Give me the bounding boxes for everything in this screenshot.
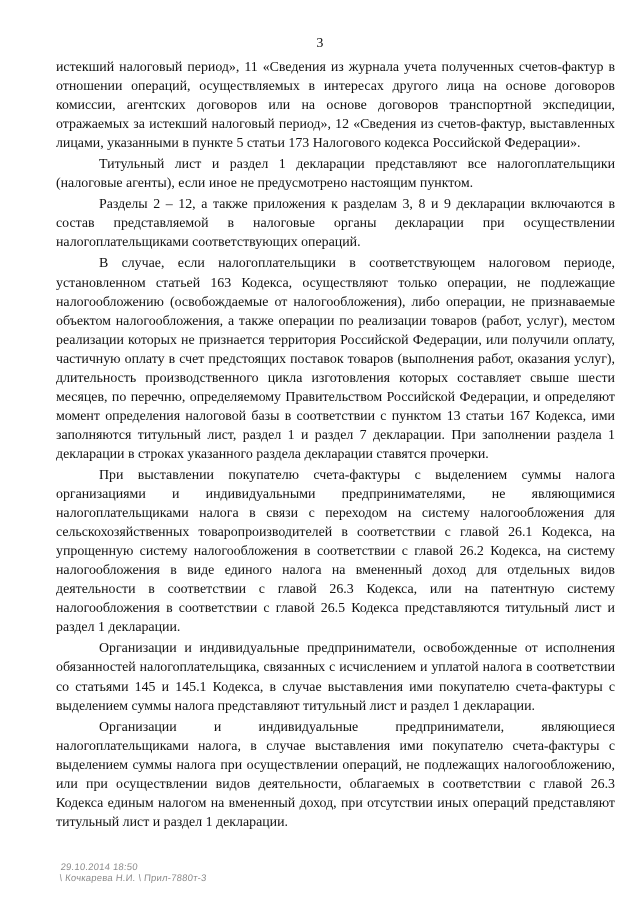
footer-date: 29.10.2014 18:50 xyxy=(60,862,139,873)
paragraph-exempted-taxpayers: Организации и индивидуальные предприниматели, освобожденные от исполнения обязанностей налогоплательщика, связанных с исчислением и уплатой налога в соответствии со статьями 145 и 145.1 Кодекса, в случае выставления ими покупателю счета-фактуры с выделением суммы налога представляют титульный лист и раздел 1 декларации. xyxy=(56,641,615,714)
footer-stamp xyxy=(59,862,208,884)
paragraph-taxpayers-invoice: Организации и индивидуальные предприниматели, являющиеся налогоплательщиками налога, в случае выставления ими покупателю счета-фактуры с выделением суммы налога при осуществлении операций, не подлежащих налогообложению, или при осуществлении видов деятельности, облагаемых в соответствии с главой 26.3 Кодекса единым налогом на вмененный доход, при отсутствии иных операций представляют титульный лист и раздел 1 декларации. xyxy=(56,719,615,830)
paragraph-sections: Разделы 2 – 12, а также приложения к разделам 3, 8 и 9 декларации включаются в состав представляемой в налоговые органы декларации при осуществлении налогоплательщиками соответствующих операций. xyxy=(56,197,615,251)
page-number: 3 xyxy=(316,36,324,51)
paragraph-invoice-non-payers: При выставлении покупателю счета-фактуры с выделением суммы налога организациями и индивидуальными предпринимателями, не являющимися налогоплательщиками налога в связи с переходом на систему налогообложения для сельскохозяйственных товаропроизводителей в соответствии с главой 26.1 Кодекса, на упрощенную систему налогообложения в соответствии с главой 26.2 Кодекса, на систему налогообложения в виде единого налога на вмененный доход для отдельных видов деятельности в соответствии с главой 26.3 Кодекса, или на патентную систему налогообложения в соответствии с главой 26.5 Кодекса представляются титульный лист и раздел 1 декларации. xyxy=(56,467,615,636)
document-body xyxy=(56,58,615,832)
paragraph-title-page: Титульный лист и раздел 1 декларации представляют все налогоплательщики (налоговые агенты), если иное не предусмотрено настоящим пунктом. xyxy=(56,157,615,192)
paragraph-list-continuation: истекший налоговый период», 11 «Сведения из журнала учета полученных счетов-фактур в отношении операций, осуществляемых в интересах другого лица на основе договоров комиссии, агентских договоров или на основе договоров транспортной экспедиции, отражаемых за истекший налоговый период», 12 «Сведения из счетов-фактур, выставленных лицами, указанными в пункте 5 статьи 173 Налогового кодекса Российской Федерации». xyxy=(56,60,615,152)
footer-author: \ Кочкарева Н.И. \ Прил-7880т-3 xyxy=(58,873,208,884)
paragraph-exempt-operations: В случае, если налогоплательщики в соответствующем налоговом периоде, установленном статьей 163 Кодекса, осуществляют только операции, не подлежащие налогообложению (освобождаемые от налогообложения), либо операции, не признаваемые объектом налогообложения, а также операции по реализации товаров (работ, услуг), местом реализации которых не признается территория Российской Федерации, или получили оплату, частичную оплату в счет предстоящих поставок товаров (выполнения работ, оказания услуг), длительность производственного цикла изготовления которых составляет свыше шести месяцев, по перечню, определяемому Правительством Российской Федерации, и определяют момент определения налоговой базы в соответствии с пунктом 13 статьи 167 Кодекса, ими заполняются титульный лист, раздел 1 и раздел 7 декларации. При заполнении раздела 1 декларации в строках указанного раздела декларации ставятся прочерки. xyxy=(56,256,615,462)
